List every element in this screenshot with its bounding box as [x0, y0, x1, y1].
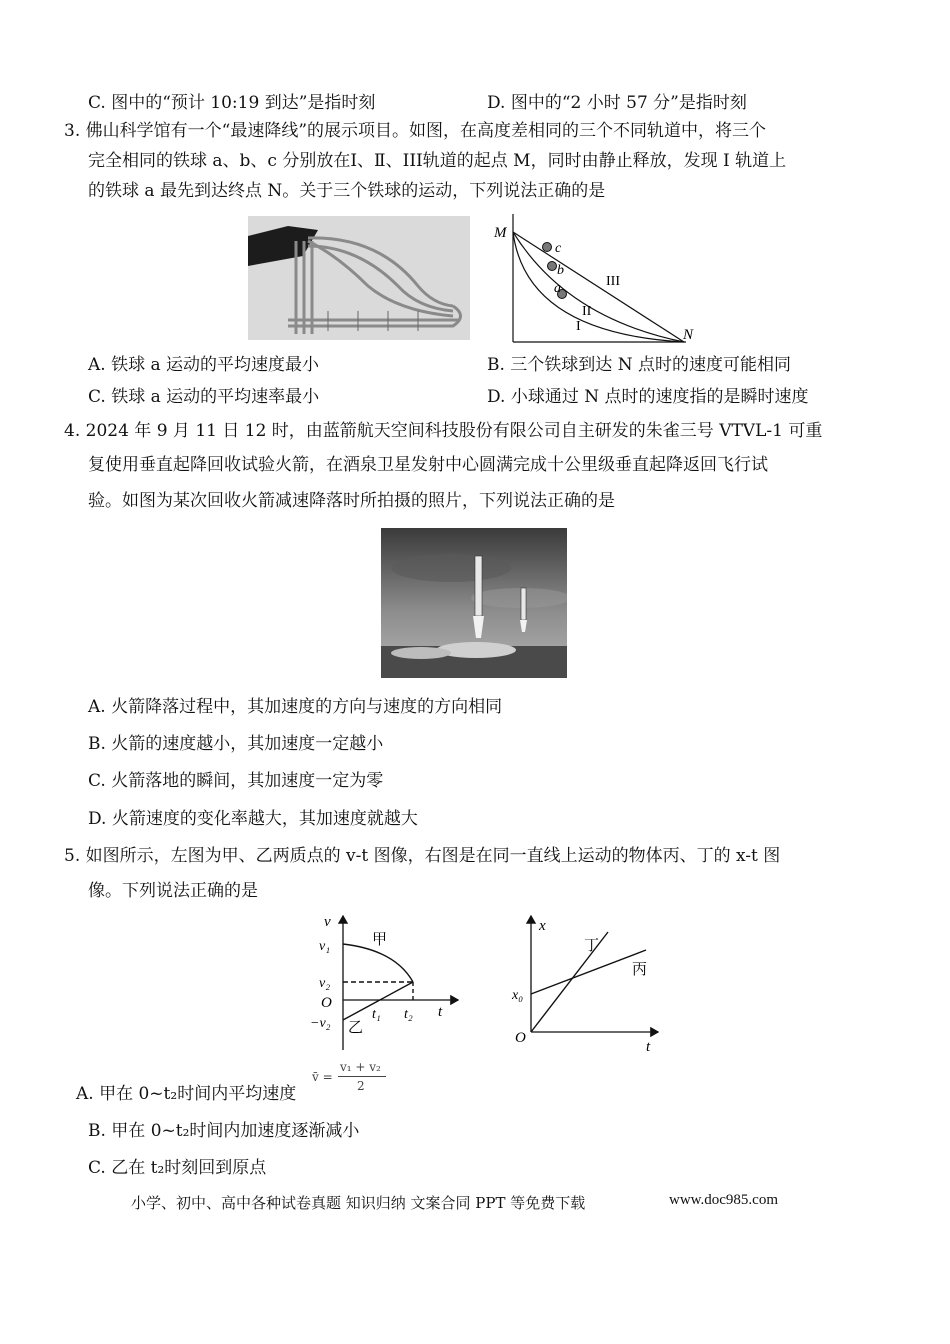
ball-c: [543, 243, 552, 252]
v-axis-label: v: [324, 914, 331, 930]
vt-graph: [300, 910, 470, 1060]
t2-label: t₂: [404, 1007, 413, 1022]
q4-option-d: D. 火箭速度的变化率越大，其加速度就越大: [88, 809, 418, 829]
brachistochrone-diagram: [486, 208, 706, 348]
q4-stem-line2: 复使用垂直起降回收试验火箭，在酒泉卫星发射中心圆满完成十公里级垂直起降返回飞行试: [88, 455, 768, 475]
formula-lhs: v̄ =: [312, 1070, 333, 1084]
track-exhibit-photo: [248, 216, 470, 340]
track-iii-label: III: [606, 274, 620, 289]
q3-option-d: D. 小球通过 N 点时的速度指的是瞬时速度: [487, 387, 809, 407]
ball-c-label: c: [555, 241, 562, 256]
mean-velocity-formula: [312, 1060, 392, 1100]
track-iii: [513, 232, 684, 342]
q4-option-c: C. 火箭落地的瞬间，其加速度一定为零: [88, 771, 384, 791]
neg-v2-label: −v₂: [310, 1016, 331, 1031]
q5-stem-line1: 5. 如图所示，左图为甲、乙两质点的 v-t 图像，右图是在同一直线上运动的物体丙、丁的 x-t 图: [64, 846, 781, 866]
q4-option-a: A. 火箭降落过程中，其加速度的方向与速度的方向相同: [88, 697, 503, 717]
x-axis-label: x: [539, 918, 546, 934]
yi-label: 乙: [348, 1020, 364, 1036]
q2-option-d: D. 图中的“2 小时 57 分”是指时刻: [487, 93, 747, 113]
q3-option-b: B. 三个铁球到达 N 点时的速度可能相同: [487, 355, 791, 375]
rocket-landing-photo: [381, 528, 567, 678]
jia-label: 甲: [372, 932, 388, 948]
t1-label: t₁: [372, 1007, 381, 1022]
xt-origin-label: O: [515, 1030, 526, 1046]
q5-option-c: C. 乙在 t₂时刻回到原点: [88, 1158, 267, 1178]
xt-graph: [508, 910, 668, 1060]
track-ii-label: II: [582, 304, 592, 319]
ball-b: [548, 262, 557, 271]
formula-numerator: v₁ + v₂: [340, 1060, 381, 1074]
q4-stem-line3: 验。如图为某次回收火箭减速降落时所拍摄的照片，下列说法正确的是: [88, 491, 615, 511]
footer-url[interactable]: www.doc985.com: [669, 1192, 779, 1208]
ball-b-label: b: [557, 263, 564, 278]
q5-option-b: B. 甲在 0~t₂时间内加速度逐渐减小: [88, 1121, 360, 1141]
fraction-bar: [338, 1076, 386, 1077]
footer-text: 小学、初中、高中各种试卷真题 知识归纳 文案合同 PPT 等免费下载: [131, 1194, 586, 1212]
q2-option-c: C. 图中的“预计 10:19 到达”是指时刻: [88, 93, 376, 113]
formula-denominator: 2: [357, 1079, 365, 1093]
q4-option-b: B. 火箭的速度越小，其加速度一定越小: [88, 734, 384, 754]
track-i-label: I: [576, 319, 581, 334]
ball-a-label: a: [554, 281, 561, 296]
q4-stem-line1: 4. 2024 年 9 月 11 日 12 时，由蓝箭航天空间科技股份有限公司自主研发的朱雀三号 VTVL-1 可重: [64, 421, 823, 441]
q3-option-c: C. 铁球 a 运动的平均速率最小: [88, 387, 320, 407]
q3-stem-line2: 完全相同的铁球 a、b、c 分别放在Ⅰ、Ⅱ、III轨道的起点 M，同时由静止释放，发现 I 轨道上: [88, 151, 787, 171]
v1-label: v₁: [319, 939, 331, 954]
point-m-label: M: [494, 225, 507, 241]
bing-label: 丙: [632, 962, 648, 978]
t-axis-label: t: [438, 1004, 443, 1020]
point-n-label: N: [683, 327, 694, 343]
q5-stem-line2: 像。下列说法正确的是: [88, 881, 258, 901]
q3-stem-line1: 3. 佛山科学馆有一个“最速降线”的展示项目。如图，在高度差相同的三个不同轨道中，将三个: [64, 121, 767, 141]
curve-jia: [343, 944, 413, 982]
x0-label: x₀: [512, 988, 524, 1003]
q3-stem-line3: 的铁球 a 最先到达终点 N。关于三个铁球的运动，下列说法正确的是: [88, 181, 606, 201]
origin-label: O: [321, 995, 332, 1011]
v2-label: v₂: [319, 976, 331, 991]
q5-option-a: A. 甲在 0~t₂时间内平均速度: [76, 1084, 297, 1104]
xt-t-axis-label: t: [646, 1039, 651, 1055]
q3-option-a: A. 铁球 a 运动的平均速度最小: [88, 355, 320, 375]
ding-label: 丁: [584, 938, 600, 954]
